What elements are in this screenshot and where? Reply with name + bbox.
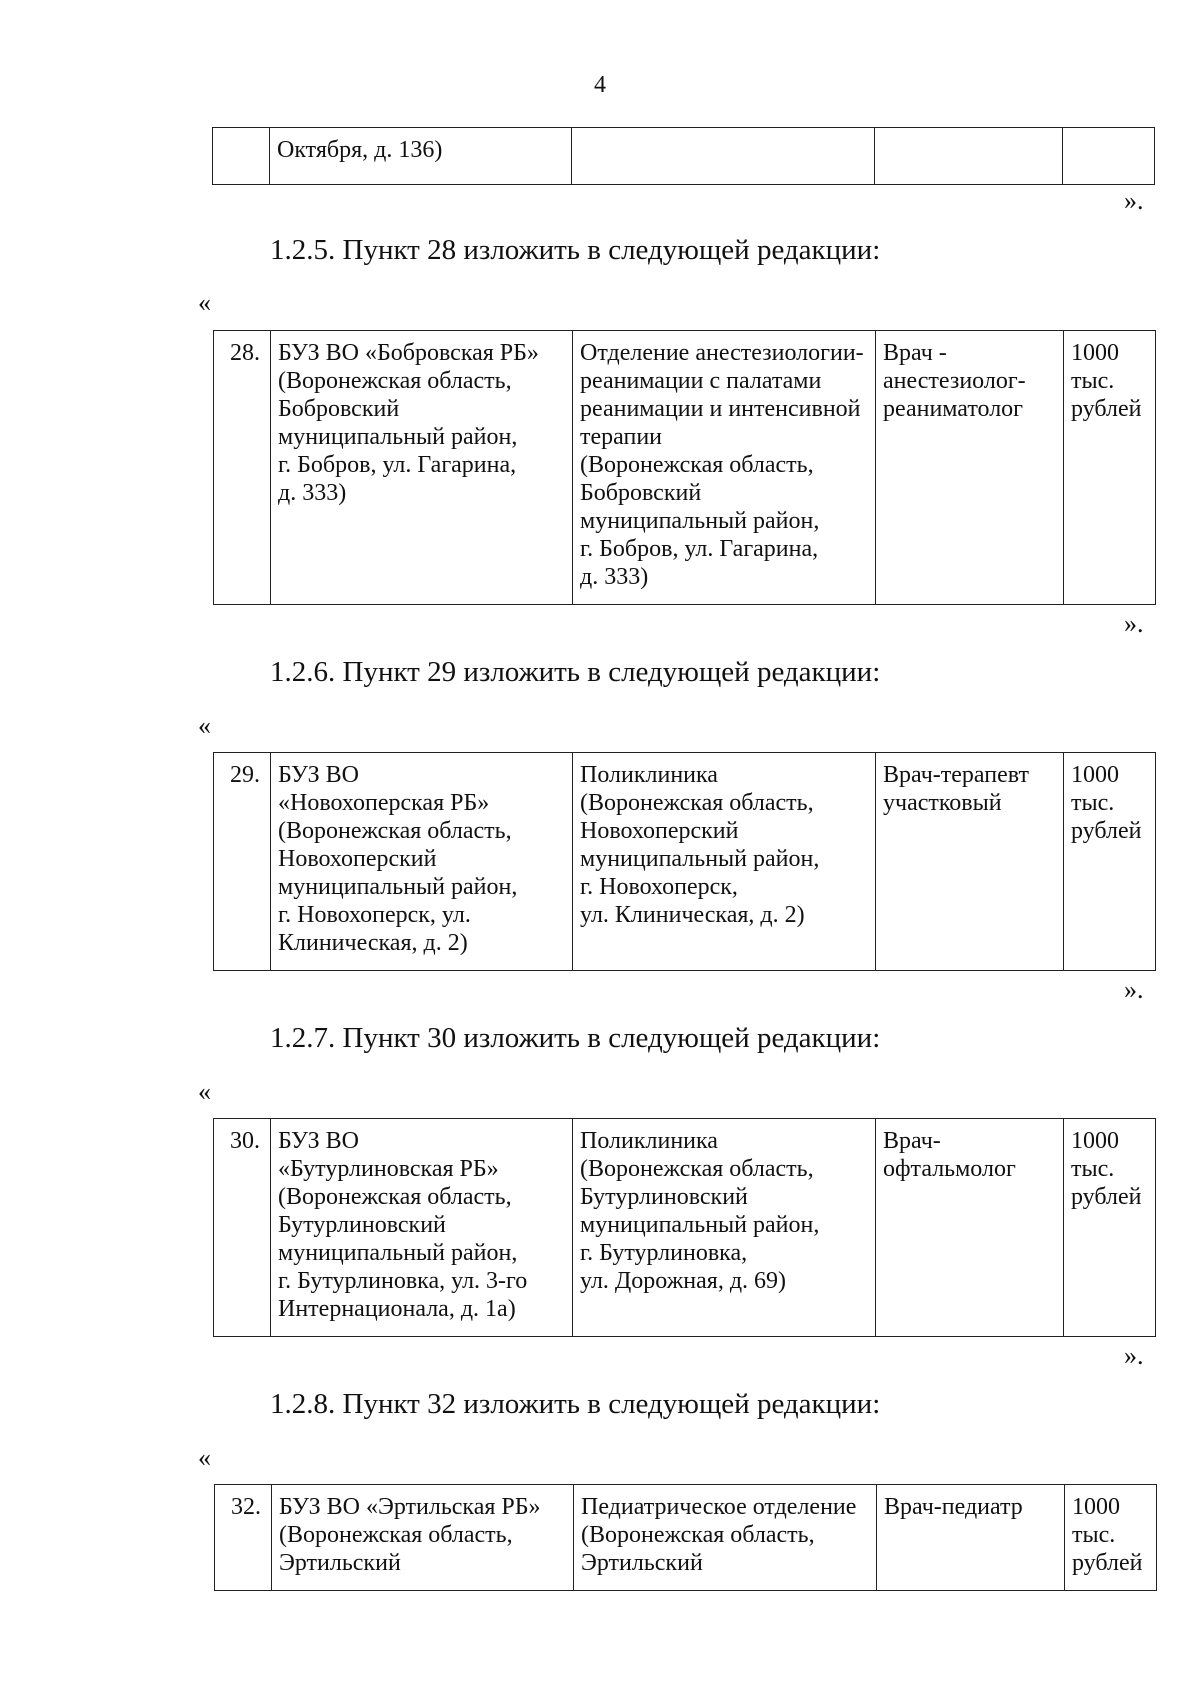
cell-org: БУЗ ВО «Бутурлиновская РБ» (Воронежская область, Бутурлиновский муниципальный район, г. Бутурлиновка, ул. 3-го Интернационала, д. 1а) — [271, 1119, 573, 1337]
cell-position: Врач-терапевт участковый — [876, 753, 1064, 971]
close-quote: ». — [1124, 186, 1144, 215]
cell-position: Врач- офтальмолог — [876, 1119, 1064, 1337]
cell-position: Врач - анестезиолог- реаниматолог — [876, 331, 1064, 605]
table-item-30 — [213, 1118, 1156, 1337]
cell-org: БУЗ ВО «Новохоперская РБ» (Воронежская область, Новохоперский муниципальный район, г. Новохоперск, ул. Клиническая, д. 2) — [271, 753, 573, 971]
cell-amount: 1000 тыс. рублей — [1065, 1485, 1157, 1591]
page-number: 4 — [594, 72, 606, 98]
cell-amount: 1000 тыс. рублей — [1064, 753, 1156, 971]
cell-org: БУЗ ВО «Эртильская РБ» (Воронежская область, Эртильский — [272, 1485, 574, 1591]
table-fragment — [212, 127, 1155, 185]
cell-position: Врач-педиатр — [877, 1485, 1065, 1591]
cell-dept — [572, 128, 875, 185]
table-item-32 — [214, 1484, 1157, 1591]
open-quote: « — [198, 288, 211, 317]
table-row — [214, 331, 1156, 605]
table-row — [214, 1119, 1156, 1337]
cell-amount: 1000 тыс. рублей — [1064, 331, 1156, 605]
open-quote: « — [198, 711, 211, 740]
section-heading: 1.2.6. Пункт 29 изложить в следующей редакции: — [270, 656, 881, 688]
cell-amount — [1063, 128, 1155, 185]
open-quote: « — [198, 1443, 211, 1472]
cell-dept: Педиатрическое отделение (Воронежская область, Эртильский — [574, 1485, 877, 1591]
cell-dept: Отделение анестезиологии- реанимации с палатами реанимации и интенсивной терапии (Воронежская область, Бобровский муниципальный район, г. Бобров, ул. Гагарина, д. 333) — [573, 331, 876, 605]
table-item-28 — [213, 330, 1156, 605]
cell-num: 28. — [214, 331, 271, 605]
table-row — [215, 1485, 1157, 1591]
open-quote: « — [198, 1077, 211, 1106]
table-row — [214, 753, 1156, 971]
table-row — [213, 128, 1155, 185]
section-heading: 1.2.7. Пункт 30 изложить в следующей редакции: — [270, 1022, 881, 1054]
cell-num: 30. — [214, 1119, 271, 1337]
cell-num — [213, 128, 270, 185]
cell-position — [875, 128, 1063, 185]
cell-org: БУЗ ВО «Бобровская РБ» (Воронежская область, Бобровский муниципальный район, г. Бобров, ул. Гагарина, д. 333) — [271, 331, 573, 605]
close-quote: ». — [1124, 609, 1144, 638]
cell-dept: Поликлиника (Воронежская область, Новохоперский муниципальный район, г. Новохоперск, ул. Клиническая, д. 2) — [573, 753, 876, 971]
cell-num: 32. — [215, 1485, 272, 1591]
cell-amount: 1000 тыс. рублей — [1064, 1119, 1156, 1337]
section-heading: 1.2.8. Пункт 32 изложить в следующей редакции: — [270, 1388, 881, 1420]
cell-org: Октября, д. 136) — [270, 128, 572, 185]
section-heading: 1.2.5. Пункт 28 изложить в следующей редакции: — [270, 234, 881, 266]
close-quote: ». — [1124, 1341, 1144, 1370]
table-item-29 — [213, 752, 1156, 971]
close-quote: ». — [1124, 975, 1144, 1004]
cell-dept: Поликлиника (Воронежская область, Бутурлиновский муниципальный район, г. Бутурлиновка, ул. Дорожная, д. 69) — [573, 1119, 876, 1337]
cell-num: 29. — [214, 753, 271, 971]
